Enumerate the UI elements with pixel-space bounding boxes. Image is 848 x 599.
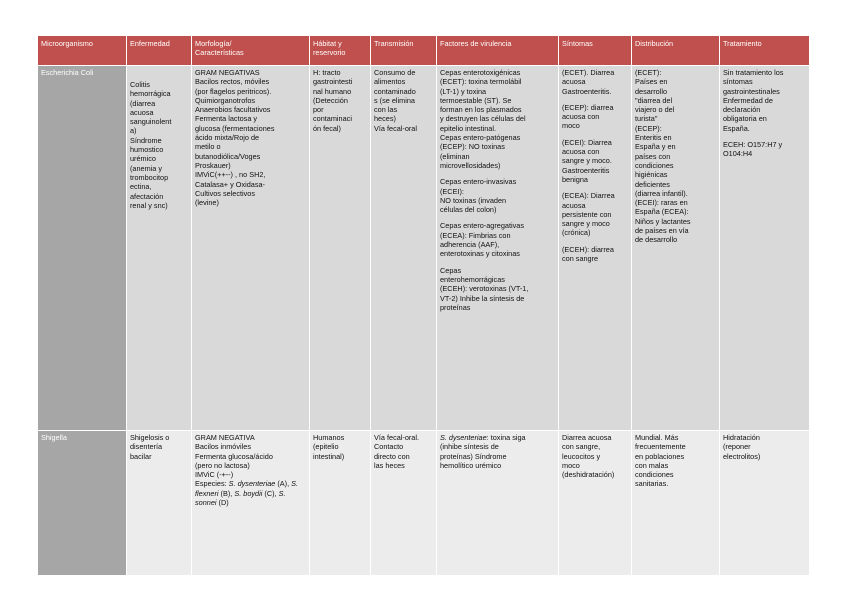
cell-habitat: Humanos (epitelio intestinal) [310, 431, 371, 576]
species-name: S. boydii [234, 488, 263, 498]
header-morfologia: Morfología/ Características [192, 36, 310, 66]
header-transmision: Transmisión [371, 36, 437, 66]
cell-virulencia [437, 431, 559, 576]
morfologia-line: IMViC (-+--) [195, 470, 234, 480]
morfologia-line: (pero no lactosa) [195, 460, 250, 470]
virulencia-text: : toxina siga (inhibe síntesis de proteínas) Síndrome hemolítico urémico [440, 433, 526, 470]
header-virulencia: Factores de virulencia [437, 36, 559, 66]
header-tratamiento: Tratamiento [720, 36, 810, 66]
cell-virulencia [437, 66, 559, 431]
cell-microorganismo: Escherichia Coli [38, 66, 127, 431]
virulencia-ecet-ecep: Cepas enterotoxigénicas (ECET): toxina termolábil (LT-1) y toxina termoestable (ST). Se forman en los plasmados y destruyen las células del epitelio intestinal. Cepas entero-patógenas (ECEP): NO toxinas (eliminan microvellosidades) [440, 68, 526, 170]
header-sintomas: Síntomas [559, 36, 632, 66]
virulencia-ecea: Cepas entero-agregativas (ECEA): Fimbrias con adherencia (AAF), enterotoxinas y citoxinas [440, 221, 524, 259]
table-row-shigella [38, 431, 810, 576]
species-name: S. flexneri [195, 479, 299, 498]
cell-transmision: Vía fecal-oral. Contacto directo con las heces [371, 431, 437, 576]
virulencia-species: S. dysenteriae [440, 433, 487, 442]
cell-habitat: H: tracto gastrointesti nal humano (Detección por contaminaci ón fecal) [310, 66, 371, 431]
tratamiento-serotipos: ECEH: O157:H7 y O104:H4 [723, 140, 783, 159]
sintoma-eceh: (ECEH): diarrea con sangre [562, 244, 614, 264]
especies-list [195, 479, 306, 507]
sintoma-ecep: (ECEP): diarrea acuosa con moco [562, 102, 614, 131]
morfologia-line: Bacilos inmóviles [195, 442, 251, 452]
virulencia-eceh: Cepas enterohemorrágicas (ECEH): verotoxinas (VT-1, VT-2) Inhibe la síntesis de proteínas [440, 265, 529, 312]
cell-morfologia [192, 431, 310, 576]
cell-sintomas: Diarrea acuosa con sangre, leucocitos y moco (deshidratación) [559, 431, 632, 576]
header-microorganismo: Microorganismo [38, 36, 127, 66]
cell-enfermedad: Shigelosis o disentería bacilar [127, 431, 192, 576]
sintoma-ecei: (ECEI): Diarrea acuosa con sangre y moco. Gastroenteritis benigna [562, 137, 612, 184]
table-row-escherichia-coli [38, 66, 810, 431]
species-code: (C), [262, 488, 277, 498]
enfermedad-text: Colitis hemorrágica (diarrea acuosa sanguinolent a) Síndrome humostico urémico (anemia y trombocitop ectina, afectación renal y snc) [130, 80, 172, 210]
sintoma-ecet: (ECET). Diarrea acuosa Gastroenteritis. [562, 68, 615, 96]
cell-transmision: Consumo de alimentos contaminado s (se elimina con las heces) Vía fecal-oral [371, 66, 437, 431]
especies-label: Especies: [195, 479, 227, 489]
cell-tratamiento: Hidratación (reponer electrolitos) [720, 431, 810, 576]
species-name: S. dysenteriae [228, 479, 276, 489]
cell-distribucion: Mundial. Más frecuentemente en poblaciones con malas condiciones sanitarias. [632, 431, 720, 576]
header-enfermedad: Enfermedad [127, 36, 192, 66]
cell-microorganismo: Shigella [38, 431, 127, 576]
species-code: (D) [216, 498, 229, 508]
cell-tratamiento [720, 66, 810, 431]
virulencia-ecei: Cepas entero-invasivas (ECEI): NO toxinas (invaden células del colon) [440, 177, 517, 215]
species-code: (A), [275, 479, 290, 489]
sintoma-ecea: (ECEA): Diarrea acuosa persistente con sangre y moco (crónica) [562, 191, 615, 238]
morfologia-line: GRAM NEGATIVA [195, 433, 255, 442]
header-habitat: Hábitat y reservorio [310, 36, 371, 66]
cell-enfermedad [127, 66, 192, 431]
cell-distribucion: (ECET): Países en desarrollo "diarrea del viajero o del turista" (ECEP): Enteritis en España y en países con condiciones higiénicas deficientes (diarrea infantil). (ECEI): raras en España (ECEA): Niños y lactantes de países en vía de desarrollo [632, 66, 720, 431]
header-row [38, 36, 810, 66]
header-distribucion: Distribución [632, 36, 720, 66]
morfologia-line: Fermenta glucosa/ácido [195, 451, 273, 461]
cell-sintomas [559, 66, 632, 431]
species-code: (B), [218, 488, 233, 498]
microorganism-table [37, 35, 810, 576]
cell-morfologia: GRAM NEGATIVAS Bacilos rectos, móviles (por flagelos peritricos). Quimiorganotrofos Anaerobios facultativos Fermenta lactosa y glucosa (fermentaciones ácido mixta/Rojo de metilo o butanodiólica/Voges Proskauer) IMViC(++--) , no SH2, Catalasa+ y Oxidasa- Cultivos selectivos (levine) [192, 66, 310, 431]
tratamiento-text: Sin tratamiento los síntomas gastrointestinales Enfermedad de declaración obligatoria en España. [723, 68, 784, 133]
species-name: S. sonnei [195, 488, 286, 508]
